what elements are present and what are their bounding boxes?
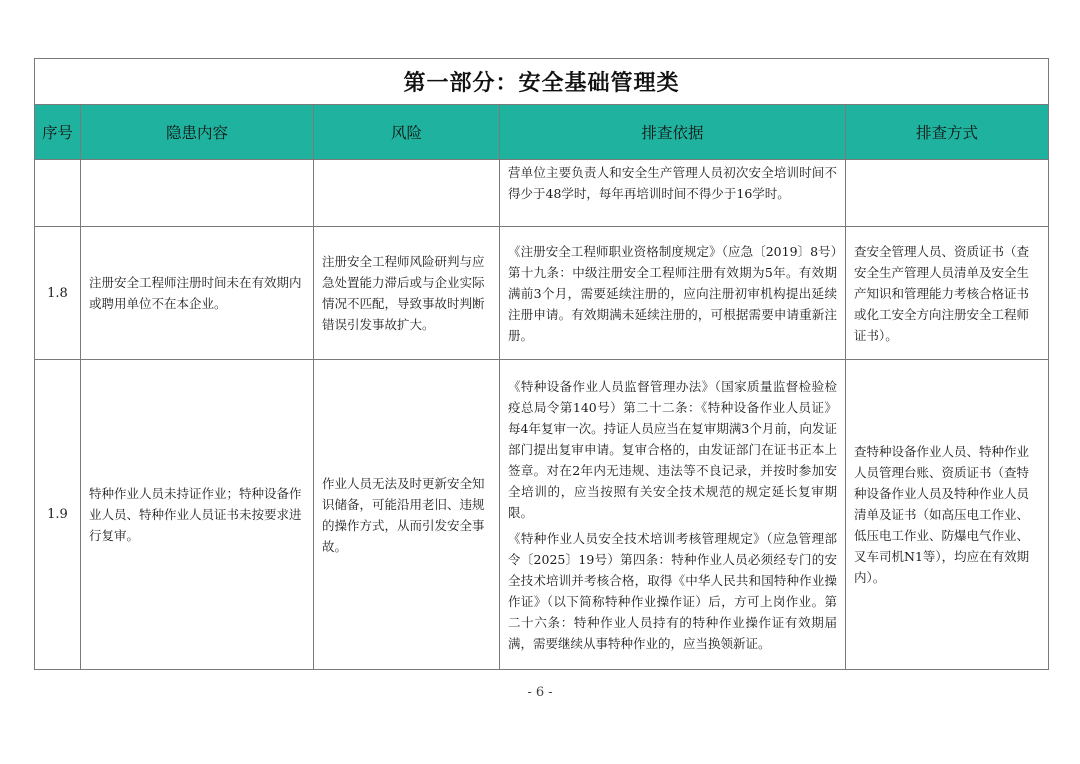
risk-cell: 作业人员无法及时更新安全知识储备，可能沿用老旧、违规的操作方式，从而引发安全事故。: [314, 360, 500, 670]
hazard-table: [34, 58, 1049, 670]
table-row: [35, 360, 1049, 670]
table-title: 第一部分：安全基础管理类: [35, 59, 1049, 105]
basis-text: 营单位主要负责人和安全生产管理人员初次安全培训时间不得少于48学时，每年再培训时间不得少于16学时。: [508, 165, 837, 201]
header-method: 排查方式: [846, 105, 1049, 160]
basis-cell: [500, 360, 846, 670]
method-cell: 查特种设备作业人员、特种作业人员管理台账、资质证书（查特种设备作业人员及特种作业人员清单及证书（如高压电工作业、低压电工作业、防爆电气作业、叉车司机N1等），均应在有效期内）。: [846, 360, 1049, 670]
risk-cell: 注册安全工程师风险研判与应急处置能力滞后或与企业实际情况不匹配，导致事故时判断错误引发事故扩大。: [314, 227, 500, 360]
method-cell: 查安全管理人员、资质证书（查安全生产管理人员清单及安全生产知识和管理能力考核合格证书或化工安全方向注册安全工程师证书）。: [846, 227, 1049, 360]
table-row-continuation: [35, 160, 1049, 227]
header-seq: 序号: [35, 105, 81, 160]
page-number: - 6 -: [527, 685, 553, 700]
method-cell: [846, 160, 1049, 227]
header-row: [35, 105, 1049, 160]
header-hazard: 隐患内容: [81, 105, 314, 160]
hazard-cell: [81, 160, 314, 227]
hazard-cell: 注册安全工程师注册时间未在有效期内或聘用单位不在本企业。: [81, 227, 314, 360]
basis-text: 《特种设备作业人员监督管理办法》（国家质量监督检验检疫总局令第140号）第二十二条：《特种设备作业人员证》每4年复审一次。持证人员应当在复审期满3个月前，向发证部门提出复审申请。复审合格的，由发证部门在证书正本上签章。对在2年内无违规、违法等不良记录，并按时参加安全培训的，应当按照有关安全技术规范的规定延长复审期限。: [508, 378, 837, 520]
seq-cell: 1.9: [35, 360, 81, 670]
basis-cell: [500, 227, 846, 360]
header-risk: 风险: [314, 105, 500, 160]
basis-cell: [500, 160, 846, 227]
hazard-cell: 特种作业人员未持证作业；特种设备作业人员、特种作业人员证书未按要求进行复审。: [81, 360, 314, 670]
seq-cell: [35, 160, 81, 227]
seq-cell: 1.8: [35, 227, 81, 360]
table-row: [35, 227, 1049, 360]
basis-text: 《特种作业人员安全技术培训考核管理规定》（应急管理部令〔2025〕19号）第四条：特种作业人员必须经专门的安全技术培训并考核合格，取得《中华人民共和国特种作业操作证》（以下简称特种作业操作证）后，方可上岗作业。第二十六条：特种作业人员持有的特种作业操作证有效期届满，需要继续从事特种作业的，应当换领新证。: [508, 530, 837, 651]
header-basis: 排查依据: [500, 105, 846, 160]
basis-text: 《注册安全工程师职业资格制度规定》（应急〔2019〕8号）第十九条：中级注册安全工程师注册有效期为5年。有效期满前3个月，需要延续注册的，应向注册初审机构提出延续注册申请。有效期满未延续注册的，可根据需要申请重新注册。: [508, 243, 837, 343]
risk-cell: [314, 160, 500, 227]
